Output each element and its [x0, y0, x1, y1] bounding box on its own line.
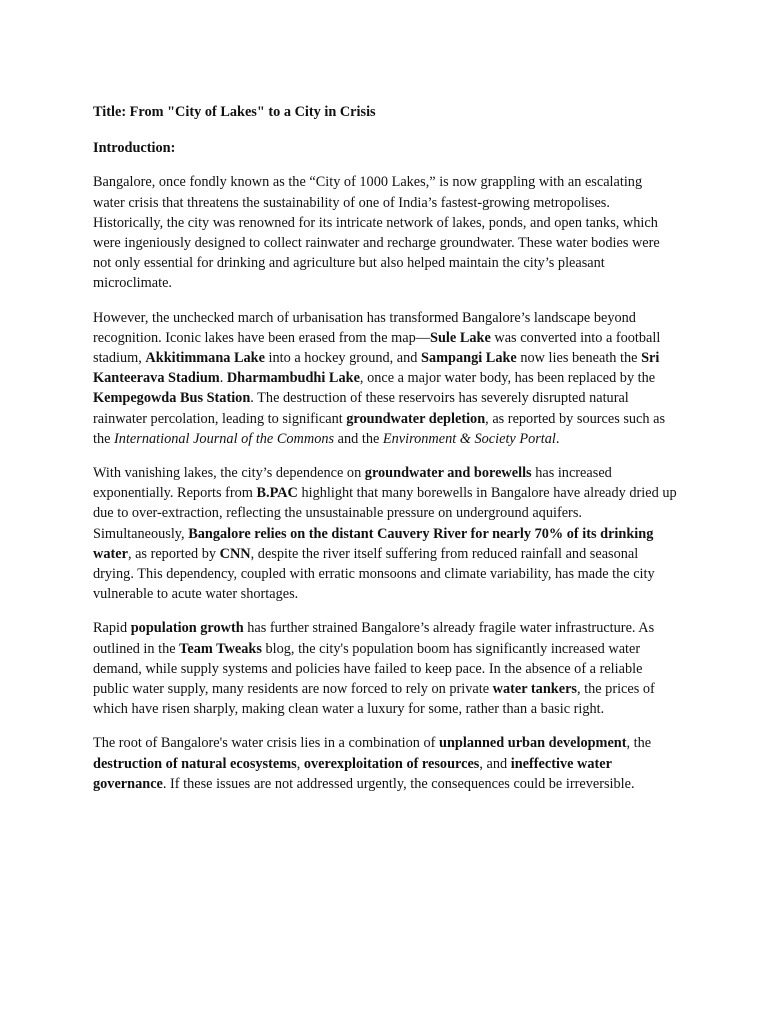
document-body [93, 172, 677, 794]
bold-text: groundwater depletion [346, 410, 486, 427]
paragraph-text: . If these issues are not addressed urgently, the consequences could be irreversible. [162, 775, 635, 792]
paragraph-text: . The destruction of these reservoirs has severely disrupted natural rainwater percolation, leading to significant [93, 390, 629, 427]
bold-text: water tankers [492, 681, 577, 698]
bold-text: Team Tweaks [179, 640, 262, 657]
paragraph-text: With vanishing lakes, the city’s dependence on [93, 465, 365, 482]
paragraph-text: , despite the river itself suffering from reduced rainfall and seasonal drying. This dependency, coupled with erratic monsoons and climate variability, has made the city vulnerable to acute water shortages. [93, 545, 655, 603]
italic-text: Environment & Society Portal [382, 430, 556, 447]
paragraph-text: , as reported by [127, 545, 220, 562]
paragraph-text: now lies beneath the [516, 350, 642, 367]
bold-text: ineffective water governance [93, 755, 612, 792]
paragraph-text: However, the unchecked march of urbanisation has transformed Bangalore’s landscape beyond recognition. Iconic lakes have been erased from the map— [93, 309, 636, 346]
paragraph-text: has further strained Bangalore’s already fragile water infrastructure. As outlined in the [93, 620, 655, 657]
paragraph-text: highlight that many borewells in Bangalore have already dried up due to over-extraction, reflecting the unsustainable pressure on underground aquifers. Simultaneously, [93, 485, 677, 542]
paragraph-text: , as reported by sources such as the [93, 410, 666, 447]
body-paragraph [93, 733, 677, 794]
paragraph-text: . [555, 430, 560, 447]
bold-text: Sampangi Lake [421, 350, 517, 367]
document-title-text: Title: From "City of Lakes" to a City in Crisis [93, 104, 376, 120]
introduction-heading [93, 138, 677, 158]
paragraph-text: has increased exponentially. Reports from [93, 465, 612, 502]
bold-text: Sri Kanteerava Stadium [93, 350, 660, 387]
paragraph-text: The root of Bangalore's water crisis lies in a combination of [93, 735, 440, 752]
paragraph-text: Rapid [93, 620, 131, 637]
paragraph-text: , once a major water body, has been replaced by the [359, 370, 656, 387]
bold-text: destruction of natural ecosystems [93, 755, 297, 772]
paragraph-text: , the prices of which have risen sharply, making clean water a luxury for some, rather than a basic right. [93, 681, 655, 718]
body-paragraph [93, 618, 677, 719]
italic-text: International Journal of the Commons [114, 430, 335, 447]
bold-text: Sule Lake [430, 329, 491, 346]
paragraph-text: , and [479, 755, 511, 772]
bold-text: population growth [130, 620, 244, 637]
body-paragraph [93, 172, 677, 293]
bold-text: Kempegowda Bus Station [93, 390, 251, 407]
paragraph-text: and the [334, 430, 383, 447]
bold-text: Akkitimmana Lake [145, 350, 265, 367]
paragraph-text: into a hockey ground, and [264, 350, 422, 367]
document-page [93, 102, 677, 808]
bold-text: CNN [219, 545, 251, 562]
bold-text: Bangalore relies on the distant Cauvery River for nearly 70% of its drinking water [93, 525, 654, 562]
paragraph-text: , [296, 755, 304, 772]
paragraph-text: . [219, 370, 227, 387]
bold-text: Dharmambudhi Lake [226, 370, 360, 387]
paragraph-text: blog, the city's population boom has significantly increased water demand, while supply systems and policies have failed to keep pace. In the absence of a reliable public water supply, many residents are now forced to rely on private [93, 640, 643, 698]
paragraph-text: , the [626, 735, 652, 752]
bold-text: unplanned urban development [439, 735, 627, 752]
paragraph-text: Bangalore, once fondly known as the “City of 1000 Lakes,” is now grappling with an escalating water crisis that threatens the sustainability of one of India’s fastest-growing metropolises. Historically, the city was renowned for its intricate network of lakes, ponds, and open tanks, which were ingeniously designed to collect rainwater and recharge groundwater. These water bodies were not only essential for drinking and agriculture but also helped maintain the city’s pleasant microclimate. [93, 174, 660, 292]
bold-text: groundwater and borewells [364, 465, 532, 482]
paragraph-text: was converted into a football stadium, [93, 329, 661, 367]
bold-text: B.PAC [256, 485, 298, 502]
document-title [93, 102, 677, 122]
bold-text: overexploitation of resources [303, 755, 480, 772]
introduction-heading-text: Introduction: [93, 140, 176, 157]
body-paragraph [93, 308, 677, 449]
body-paragraph [93, 463, 677, 604]
